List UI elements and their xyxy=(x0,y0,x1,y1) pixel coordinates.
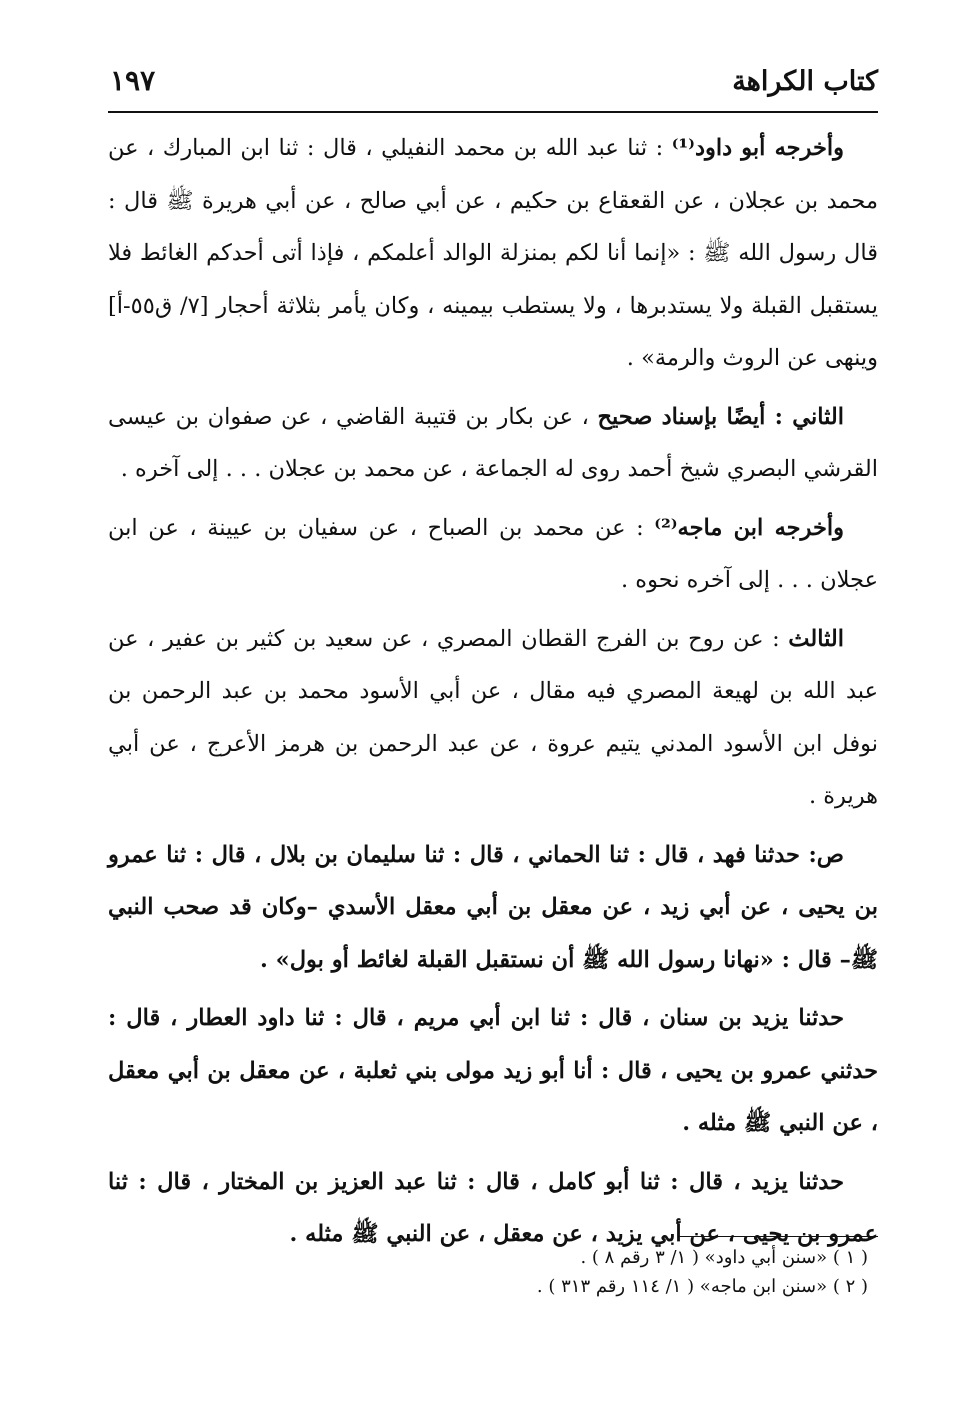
paragraph-lead: الثاني : أيضًا بإسناد صحيح xyxy=(597,403,844,430)
paragraph-lead: وأخرجه أبو داود⁽¹⁾ xyxy=(671,135,844,161)
paragraph-third-chain xyxy=(108,613,878,823)
footnote-1: ( ١ ) «سنن أبي داود» ( ١/ ٣ رقم ٨ ) . xyxy=(580,1247,868,1268)
paragraph-text: : ثنا عبد الله بن محمد النفيلي ، قال : ثنا ابن المبارك ، عن محمد بن عجلان ، عن القعقاع بن حكيم ، عن أبي صالح ، عن أبي هريرة ﷺ قال : قال رسول الله ﷺ : «إنما أنا لكم بمنزلة الوالد أعلمكم ، فإذا أتى أحدكم الغائط فلا يستقبل القبلة ولا يستدبرها ، ولا يستطب بيمينه ، وكان يأمر بثلاثة أحجار [٧/ ق٥٥-أ] وينهى عن الروث والرمة» . xyxy=(108,135,878,371)
paragraph-text: ، عن بكار بن قتيبة القاضي ، عن صفوان بن عيسى القرشي البصري شيخ أحمد روى له الجماعة ، عن محمد بن عجلان . . . إلى آخره . xyxy=(108,403,878,482)
paragraph-lead: الثالث xyxy=(788,625,844,652)
paragraph-text: ص: حدثنا فهد ، قال : ثنا الحماني ، قال : ثنا سليمان بن بلال ، قال : ثنا عمرو بن يحيى ، عن أبي زيد ، عن معقل بن أبي معقل الأسدي –وكان قد صحب النبي ﷺ– قال : «نهانا رسول الله ﷺ أن نستقبل القبلة لغائط أو بول» . xyxy=(108,841,878,973)
chapter-title: كتاب الكراهة xyxy=(732,66,878,97)
paragraph-text: حدثنا يزيد بن سنان ، قال : ثنا ابن أبي مريم ، قال : ثنا داود العطار ، قال : حدثني عمرو بن يحيى ، قال : أنا أبو زيد مولى بني ثعلبة ، عن معقل بن أبي معقل ، عن النبي ﷺ مثله . xyxy=(108,1005,878,1136)
page-number: ١٩٧ xyxy=(110,64,156,97)
paragraph-ibn-majah xyxy=(108,502,878,607)
page-header xyxy=(108,58,878,110)
paragraph-text: حدثنا يزيد ، قال : ثنا أبو كامل ، قال : ثنا عبد العزيز بن المختار ، قال : ثنا عمرو بن يحيى ، عن أبي يزيد ، عن معقل ، عن النبي ﷺ مثله . xyxy=(108,1168,878,1247)
paragraph-text: : عن روح بن الفرج القطان المصري ، عن سعيد بن كثير بن عفير ، عن عبد الله بن لهيعة المصري فيه مقال ، عن أبي الأسود محمد بن عبد الرحمن بن نوفل ابن الأسود المدني يتيم عروة ، عن عبد الرحمن بن هرمز الأعرج ، عن أبي هريرة . xyxy=(108,625,878,809)
paragraph-text: : عن محمد بن الصباح ، عن سفيان بن عيينة ، عن ابن عجلان . . . إلى آخره نحوه . xyxy=(108,514,878,593)
paragraph-hadith-fahd xyxy=(108,829,878,987)
footnote-divider xyxy=(678,1236,878,1237)
footnotes xyxy=(108,1243,868,1301)
footnote-2: ( ٢ ) «سنن ابن ماجه» ( ١/ ١١٤ رقم ٣١٣ ) . xyxy=(536,1276,868,1297)
paragraph-hadith-yazid-sinan xyxy=(108,992,878,1150)
main-text xyxy=(108,122,878,1261)
paragraph-abu-dawud xyxy=(108,122,878,385)
paragraph-second-chain xyxy=(108,391,878,496)
header-divider xyxy=(108,111,878,113)
paragraph-lead: وأخرجه ابن ماجه⁽²⁾ xyxy=(654,514,844,541)
